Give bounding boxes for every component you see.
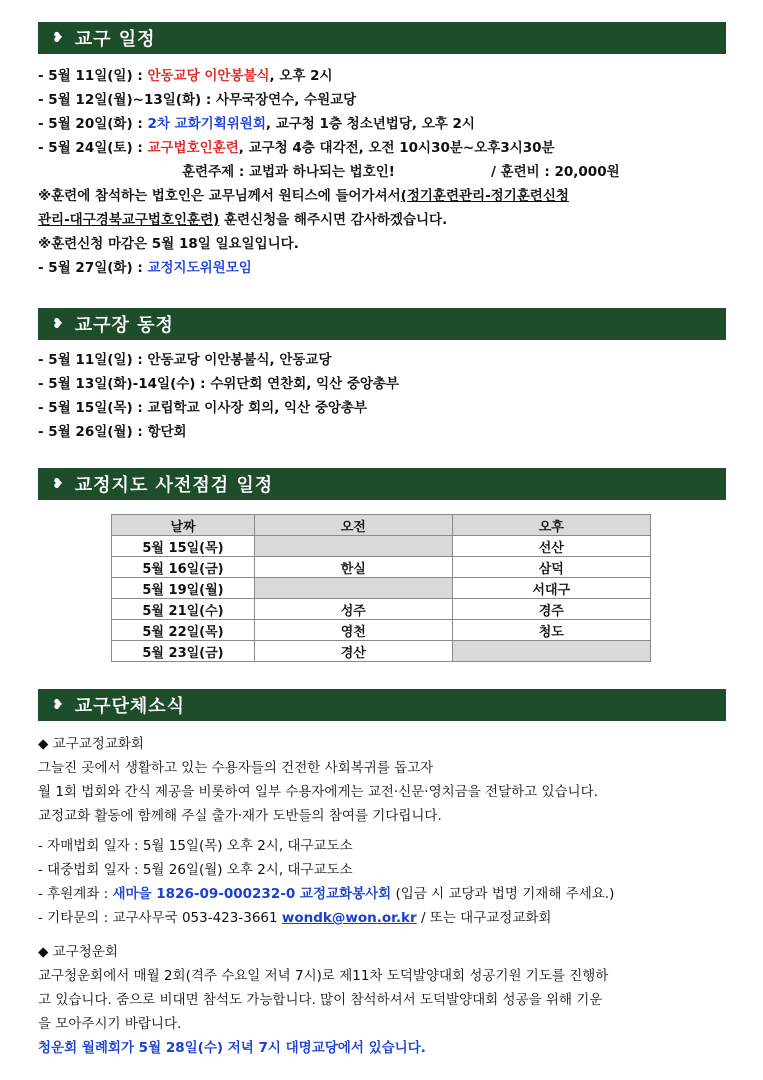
table-cell: 5월 19일(월): [112, 578, 255, 599]
list-item: - 5월 15일(목) : 교립학교 이사장 회의, 익산 중앙총부: [38, 400, 367, 416]
paragraph-line: 을 모아주시기 바랍니다.: [38, 1016, 182, 1032]
list-item: - 대중법회 일자 : 5월 26일(월) 오후 2시, 대구교도소: [38, 862, 353, 878]
section-header-schedule: [38, 22, 726, 54]
section-title: 교구단체소식: [74, 696, 186, 717]
section-header-inspection: [38, 468, 726, 500]
section-title: 교구장 동정: [74, 315, 174, 336]
section-title: 교구 일정: [74, 29, 156, 50]
table-row: [112, 536, 651, 557]
bank-account: 새마을 1826-09-000232-0 교정교화봉사회: [112, 886, 392, 902]
table-cell: [255, 536, 452, 557]
paragraph-line: 교구청운회에서 매월 2회(격주 수요일 저녁 7시)로 제11차 도덕발양대회 성공기원 기도를 진행하: [38, 968, 609, 984]
table-cell: [255, 578, 452, 599]
table-cell: 청도: [452, 620, 650, 641]
column-header-am: 오전: [255, 515, 452, 536]
table-row: [112, 620, 651, 641]
table-cell: [452, 641, 650, 662]
table-cell: 삼덕: [452, 557, 650, 578]
list-item: - 5월 12일(월)~13일(화) : 사무국장연수, 수원교당: [38, 92, 357, 108]
table-cell: 서대구: [452, 578, 650, 599]
table-cell: 경주: [452, 599, 650, 620]
list-item: - 5월 11일(일) : 안동교당 이안봉불식, 오후 2시: [38, 68, 333, 84]
list-item: - 5월 27일(화) : 교정지도위원모임: [38, 260, 252, 276]
table-cell: 5월 21일(수): [112, 599, 255, 620]
section-title: 교정지도 사전점검 일정: [74, 475, 274, 496]
table-cell: 5월 22일(목): [112, 620, 255, 641]
table-cell: 선산: [452, 536, 650, 557]
table-row: [112, 578, 651, 599]
table-cell: 영천: [255, 620, 452, 641]
list-item: - 5월 13일(화)-14일(수) : 수위단회 연찬회, 익산 중앙총부: [38, 376, 400, 392]
section-bullet-icon: ❥: [52, 697, 65, 713]
table-header-row: [112, 515, 651, 536]
list-item: - 5월 26일(월) : 항단회: [38, 424, 187, 440]
paragraph-line: 월 1회 법회와 간식 제공을 비롯하여 일부 수용자에게는 교전·신문·영치금을 전달하고 있습니다.: [38, 784, 598, 800]
table-cell: 경산: [255, 641, 452, 662]
list-item: - 자매법회 일자 : 5월 15일(목) 오후 2시, 대구교도소: [38, 838, 353, 854]
table-cell: 한실: [255, 557, 452, 578]
table-cell: 성주: [255, 599, 452, 620]
group-youth-society: [38, 940, 733, 1060]
training-note: 관리-대구경북교구법호인훈련) 훈련신청을 해주시면 감사하겠습니다.: [38, 212, 448, 228]
table-row: [112, 557, 651, 578]
paragraph-line: 교정교화 활동에 함께해 주실 출가·재가 도반들의 참여를 기다립니다.: [38, 808, 442, 824]
list-item: - 5월 20일(화) : 2차 교화기획위원회, 교구청 1층 청소년법당, 오후 2시: [38, 116, 475, 132]
paragraph-line: 그늘진 곳에서 생활하고 있는 수용자들의 건전한 사회복귀를 돕고자: [38, 760, 434, 776]
table-cell: 5월 23일(금): [112, 641, 255, 662]
table-cell: 5월 16일(금): [112, 557, 255, 578]
table-cell: 5월 15일(목): [112, 536, 255, 557]
table-row: [112, 599, 651, 620]
section-bullet-icon: ❥: [52, 476, 65, 492]
group-heading: ◆ 교구교정교화회: [38, 736, 144, 752]
list-item: - 5월 24일(토) : 교구법호인훈련, 교구청 4층 대각전, 오전 10시30분~오후3시30분: [38, 140, 555, 156]
email-link[interactable]: wondk@won.or.kr: [281, 910, 417, 926]
training-note: ※훈련에 참석하는 법호인은 교무님께서 원티스에 들어가셔서(정기훈련관리-정기훈련신청: [38, 188, 569, 204]
section-bullet-icon: ❥: [52, 30, 65, 46]
section-header-leader: [38, 308, 726, 340]
deadline-note: ※훈련신청 마감은 5월 18일 일요일입니다.: [38, 236, 299, 252]
column-header-date: 날짜: [112, 515, 255, 536]
list-item: - 기타문의 : 교구사무국 053-423-3661 wondk@won.or.kr / 또는 대구교정교화회: [38, 910, 552, 926]
section-header-groups: [38, 689, 726, 721]
list-item: - 5월 11일(일) : 안동교당 이안봉불식, 안동교당: [38, 352, 332, 368]
column-header-pm: 오후: [452, 515, 650, 536]
group-correction-society: [38, 732, 733, 930]
training-theme: 훈련주제 : 교법과 하나되는 법호인! / 훈련비 : 20,000원: [182, 164, 620, 180]
schedule-list: [38, 64, 738, 280]
paragraph-line: 고 있습니다. 줌으로 비대면 참석도 가능합니다. 많이 참석하셔서 도덕발양대회 성공을 위해 기운: [38, 992, 603, 1008]
list-item: - 후원계좌 : 새마을 1826-09-000232-0 교정교화봉사회 (입금 시 교당과 법명 기재해 주세요.): [38, 886, 615, 902]
leader-list: [38, 348, 738, 444]
section-bullet-icon: ❥: [52, 316, 65, 332]
monthly-meeting-notice: 청운회 월례회가 5월 28일(수) 저녁 7시 대명교당에서 있습니다.: [38, 1040, 426, 1056]
table-row: [112, 641, 651, 662]
group-heading: ◆ 교구청운회: [38, 944, 118, 960]
inspection-table: [111, 514, 651, 662]
